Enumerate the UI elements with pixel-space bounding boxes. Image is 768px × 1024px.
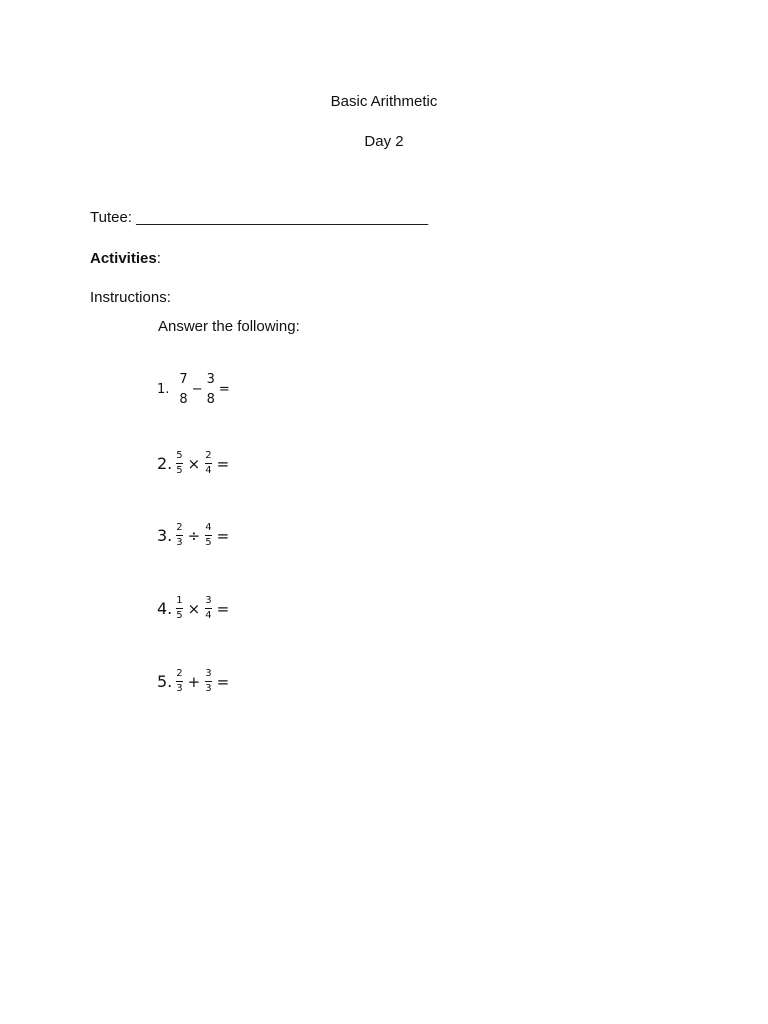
operator: +: [187, 672, 201, 691]
operator: ÷: [187, 526, 201, 545]
operator: −: [191, 382, 203, 397]
numerator: 3: [206, 372, 215, 387]
problem-4: [157, 596, 232, 621]
numerator: 4: [205, 522, 212, 533]
instructions-label: Instructions:: [90, 289, 171, 306]
denominator: 8: [206, 392, 215, 407]
fraction-b: [207, 373, 215, 406]
problem-number: 3.: [157, 526, 173, 545]
activities-heading: [90, 250, 161, 267]
document-title: [0, 93, 768, 110]
fraction-b: [205, 596, 211, 621]
denominator: 5: [205, 537, 212, 548]
denominator: 8: [179, 392, 188, 407]
subtitle-text: Day 2: [364, 133, 404, 150]
numerator: 7: [179, 372, 188, 387]
problem-number: 1.: [157, 382, 170, 397]
fraction-a: [176, 669, 182, 694]
fraction-b: [205, 669, 211, 694]
denominator: 5: [176, 610, 183, 621]
equals-sign: =: [216, 599, 230, 618]
problem-number: 2.: [157, 454, 173, 473]
problem-3: [157, 523, 232, 548]
fraction-a: [176, 596, 182, 621]
fraction-b: [205, 451, 211, 476]
denominator: 5: [176, 465, 183, 476]
problem-5: [157, 669, 232, 694]
denominator: 3: [176, 683, 183, 694]
problem-2: [157, 451, 232, 476]
activities-label: Activities: [90, 250, 157, 267]
fraction-a: [176, 523, 182, 548]
denominator: 3: [176, 537, 183, 548]
operator: ×: [187, 454, 201, 473]
problem-number: 5.: [157, 672, 173, 691]
activities-colon: :: [156, 250, 161, 267]
equals-sign: =: [216, 672, 230, 691]
title-text: Basic Arithmetic: [330, 93, 438, 110]
denominator: 4: [205, 465, 212, 476]
numerator: 5: [176, 450, 183, 461]
numerator: 1: [176, 595, 183, 606]
problem-number: 4.: [157, 599, 173, 618]
numerator: 2: [205, 450, 212, 461]
numerator: 2: [176, 522, 183, 533]
fraction-b: [205, 523, 211, 548]
denominator: 3: [205, 683, 212, 694]
operator: ×: [187, 599, 201, 618]
equals-sign: =: [218, 382, 230, 397]
tutee-line: Tutee: ___________________________________: [90, 209, 429, 226]
document-subtitle: [0, 133, 768, 150]
problem-1: [157, 373, 232, 406]
numerator: 2: [176, 668, 183, 679]
denominator: 4: [205, 610, 212, 621]
instruction-text: Answer the following:: [158, 318, 300, 335]
equals-sign: =: [216, 526, 230, 545]
numerator: 3: [205, 595, 212, 606]
fraction-a: [176, 451, 182, 476]
numerator: 3: [205, 668, 212, 679]
equals-sign: =: [216, 454, 230, 473]
fraction-a: [179, 373, 187, 406]
